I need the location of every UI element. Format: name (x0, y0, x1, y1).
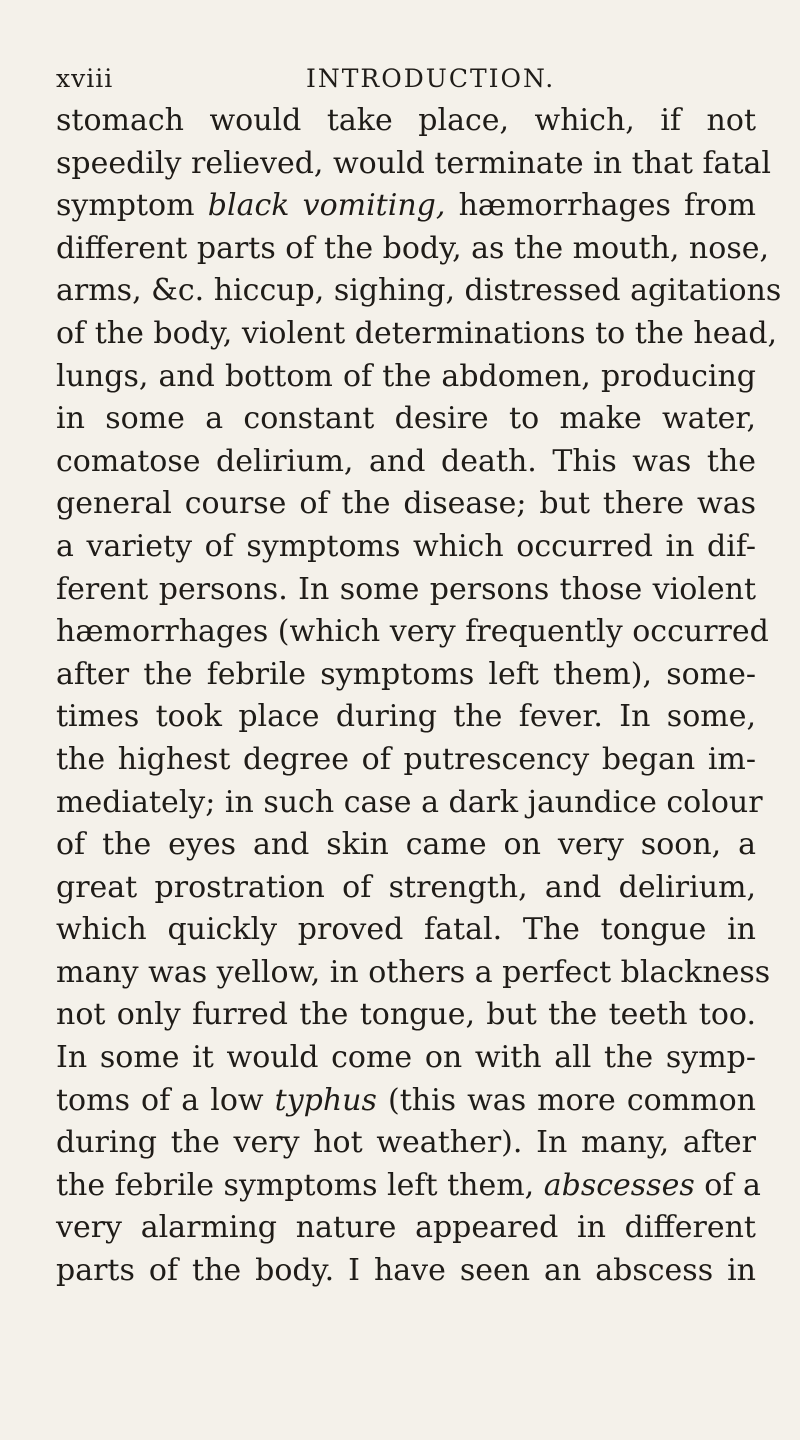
text-line: a variety of symptoms which occurred in dif- (56, 528, 756, 564)
text-line: lungs, and bottom of the abdomen, producing (56, 358, 756, 394)
text-line: arms, &c. hiccup, sighing, distressed agitations (56, 273, 782, 309)
text-line: many was yellow, in others a perfect blackness (56, 954, 771, 990)
text-span: the febrile symptoms left them, (56, 1167, 544, 1203)
text-line (56, 143, 771, 186)
text-line: parts of the body. I have seen an abscess in (56, 1253, 756, 1289)
text-line: not only furred the tongue, but the teeth too. (56, 997, 756, 1033)
page-number: xviii (56, 64, 114, 93)
text-span: speedily relieved, would terminate in that fatal (56, 145, 771, 181)
text-line (56, 1165, 761, 1208)
italic-text: abscesses (543, 1167, 695, 1203)
text-line: ferent persons. In some persons those violent (56, 571, 756, 607)
text-line: In some it would come on with all the symp- (56, 1040, 756, 1076)
text-line: very alarming nature appeared in different (56, 1210, 756, 1246)
text-line: different parts of the body, as the mouth, nose, (56, 230, 769, 266)
text-line: great prostration of strength, and delirium, (56, 869, 756, 905)
text-line: the highest degree of putrescency began im- (56, 741, 756, 777)
text-line (56, 185, 756, 228)
text-span: symptom (56, 188, 208, 224)
text-span: of a (694, 1167, 761, 1203)
text-line: stomach would take place, which, if not (56, 103, 756, 138)
running-title: INTRODUCTION. (306, 64, 556, 93)
text-line: general course of the disease; but there was (56, 486, 756, 522)
running-head (56, 64, 616, 94)
text-line: times took place during the fever. In some, (56, 699, 756, 735)
text-span: hæmorrhages from (445, 188, 756, 224)
text-span: (this was more common (376, 1082, 756, 1118)
text-line: after the febrile symptoms left them), some- (56, 656, 756, 692)
text-line: in some a constant desire to make water, (56, 401, 756, 437)
text-line (56, 1080, 756, 1123)
italic-text: typhus (274, 1082, 377, 1118)
body-text (56, 100, 782, 1293)
text-line: during the very hot weather). In many, after (56, 1125, 756, 1161)
text-line: mediately; in such case a dark jaundice colour (56, 784, 763, 820)
text-line: hæmorrhages (which very frequently occurred (56, 614, 769, 650)
text-span: toms of a low (56, 1082, 275, 1118)
text-line: of the body, violent determinations to the head, (56, 315, 778, 351)
text-line: comatose delirium, and death. This was the (56, 443, 756, 479)
italic-text: black vomiting, (207, 188, 446, 224)
text-line: of the eyes and skin came on very soon, a (56, 827, 756, 863)
text-line: which quickly proved fatal. The tongue in (56, 912, 756, 948)
